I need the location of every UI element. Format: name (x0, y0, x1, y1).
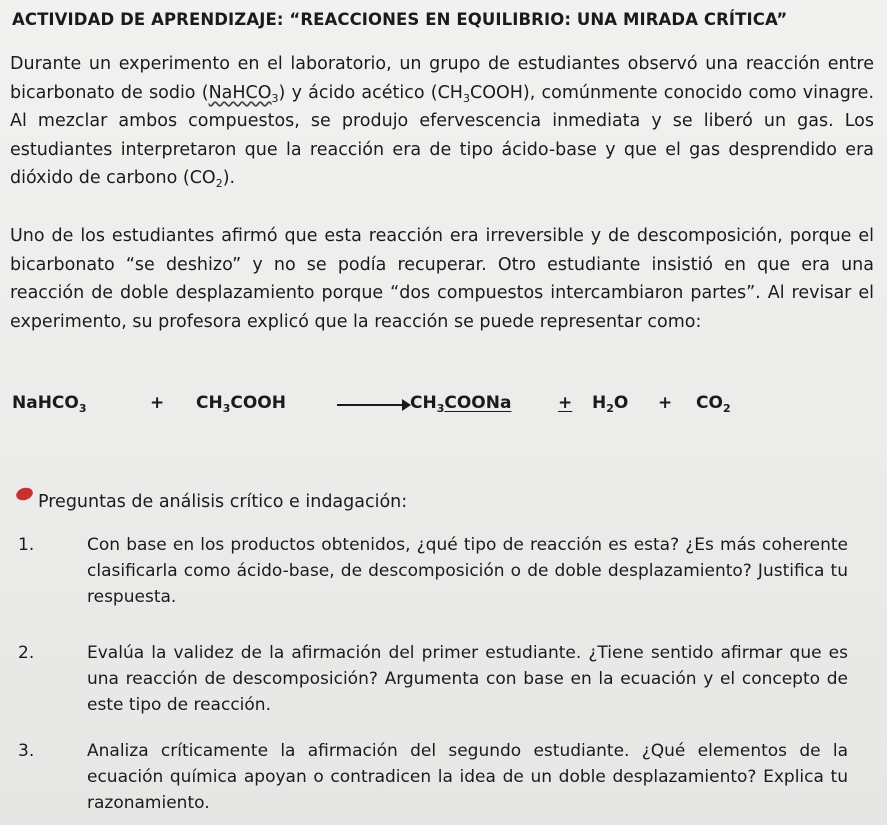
nahco3-text: NaHCO (208, 82, 272, 103)
product-sodium-acetate (410, 393, 511, 413)
product-co2-text: CO (696, 393, 723, 413)
reactant-acid-sub: 3 (222, 402, 231, 415)
product-acetate-sub: 3 (436, 402, 445, 415)
ch3-subscript: 3 (462, 91, 470, 105)
reactant-nahco3 (12, 393, 87, 413)
question-text: Evalúa la validez de la afirmación del primer estudiante. ¿Tiene sentido afirmar que es una reacción de descomposición? Argumenta con base en la ecuación y el concepto de este tipo de reacción. (87, 643, 848, 715)
reactant-acid-text-b: COOH (230, 393, 286, 413)
plus-sign: + (658, 393, 673, 413)
intro-text-part3: COOH), comúnmente conocido como vinagre. Al mezclar ambos compuestos, se produjo efervescencia inmediata y se liberó un gas. Los estudiantes interpretaron que la reacción era de tipo ácido-base y que el gas desprendido era dióxido de carbono (CO (10, 82, 875, 188)
students-paragraph: Uno de los estudiantes afirmó que esta reacción era irreversible y de descomposición, porque el bicarbonato “se deshizo” y no se podía recuperar. Otro estudiante insistió en que era una reacción de doble desplazamiento porque “dos compuestos intercambiaron partes”. Al revisar el experimento, su profesora explicó que la reacción se puede representar como: (10, 226, 874, 332)
product-water-text-a: H (592, 393, 607, 413)
question-item (18, 640, 848, 718)
intro-text-part1: Durante un experimento en el laboratorio, un grupo de estudiantes observó una reacción entre bicarbonato de sodio ( (10, 54, 874, 103)
product-water (592, 393, 628, 413)
question-number: 3. (18, 741, 35, 761)
reactant-nahco3-sub: 3 (78, 402, 87, 415)
plus-sign: + (558, 393, 573, 413)
nahco3-formula (209, 83, 279, 103)
plus-sign: + (150, 393, 165, 413)
product-water-text-b: O (613, 393, 629, 413)
reactant-acetic-acid (196, 393, 286, 413)
nahco3-subscript: 3 (271, 91, 279, 105)
question-item (18, 738, 848, 816)
question-number: 1. (18, 535, 35, 555)
question-text: Analiza críticamente la afirmación del segundo estudiante. ¿Qué elementos de la ecuación química apoyan o contradicen la idea de un doble desplazamiento? Explica tu razonamiento. (87, 741, 848, 813)
co2-subscript: 2 (215, 177, 223, 190)
reactant-nahco3-text: NaHCO (12, 393, 79, 413)
question-text: Con base en los productos obtenidos, ¿qué tipo de reacción es esta? ¿Es más coherente clasificarla como ácido-base, de descomposición o de doble desplazamiento? Justifica tu respuesta. (87, 535, 848, 607)
product-acetate-text-a: CH (410, 393, 437, 413)
product-co2-sub: 2 (722, 402, 731, 415)
red-bullet-icon (15, 486, 35, 503)
questions-header: Preguntas de análisis crítico e indagación: (38, 492, 408, 512)
intro-text-part4: ). (222, 168, 236, 188)
question-item (18, 532, 848, 610)
product-water-sub: 2 (606, 402, 614, 415)
chemical-equation (12, 388, 772, 418)
product-co2 (696, 393, 731, 413)
question-number: 2. (18, 643, 35, 663)
product-acetate-text-b: COONa (444, 393, 512, 413)
activity-title: ACTIVIDAD DE APRENDIZAJE: “REACCIONES EN EQUILIBRIO: UNA MIRADA CRÍTICA” (12, 10, 788, 29)
reactant-acid-text-a: CH (196, 393, 223, 413)
intro-paragraph (10, 50, 874, 193)
reaction-arrow-icon (337, 404, 409, 406)
intro-text-part2: ) y ácido acético (CH (278, 82, 463, 103)
